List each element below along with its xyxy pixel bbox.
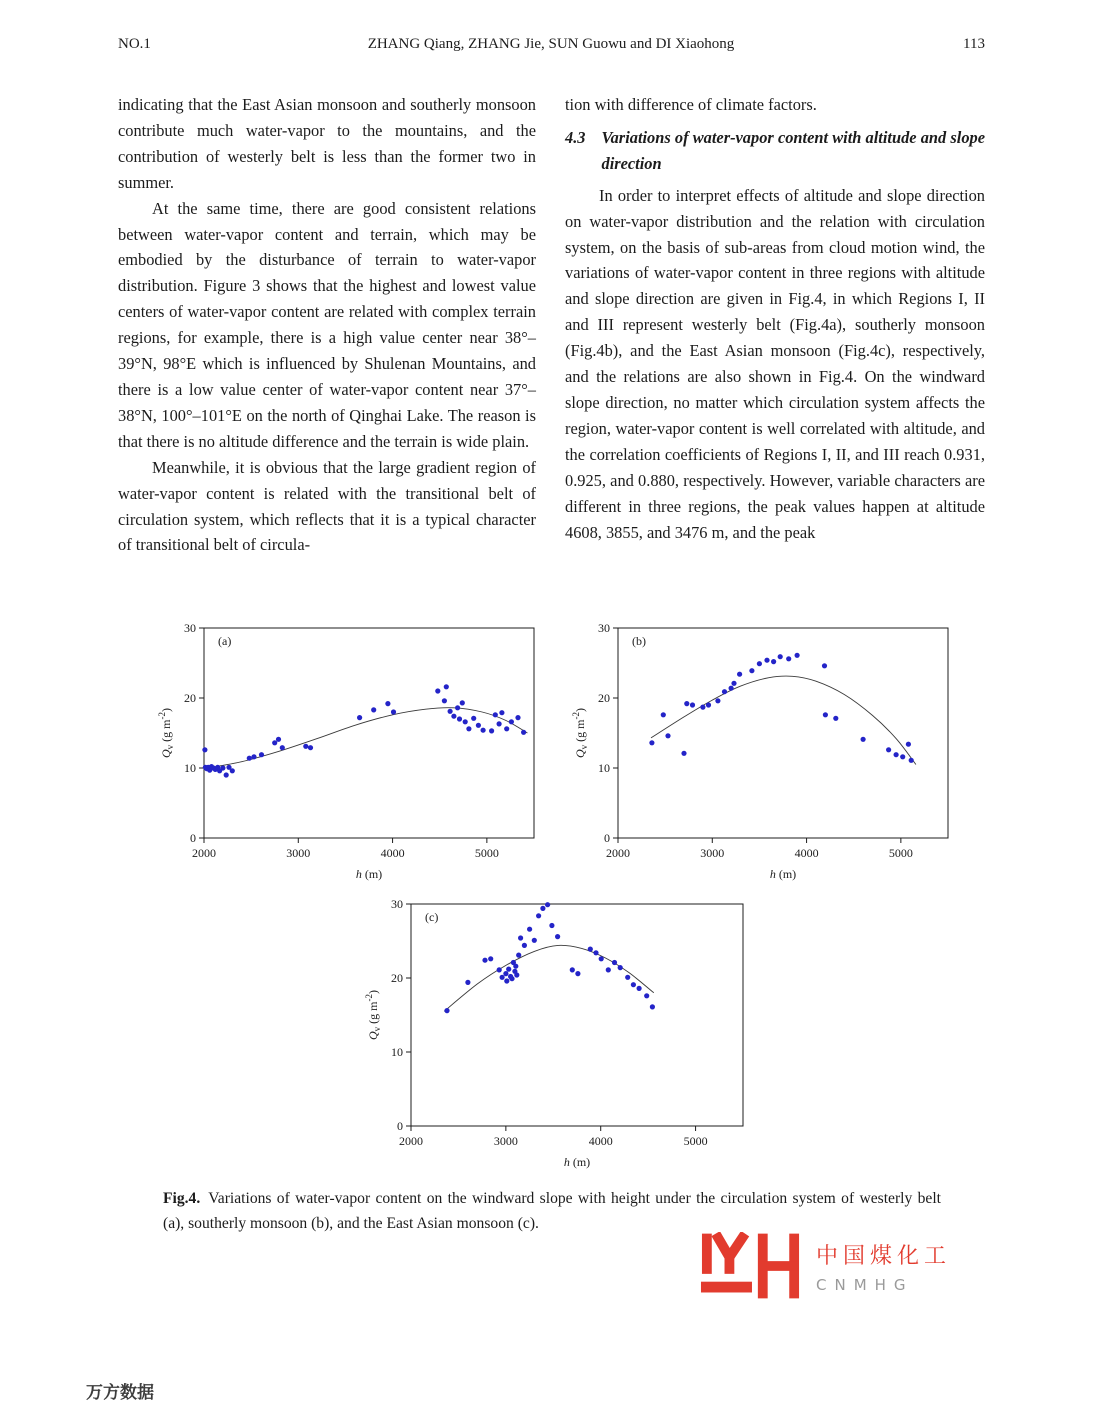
svg-text:30: 30 (184, 621, 196, 635)
header-issue: NO.1 (118, 36, 151, 52)
svg-text:0: 0 (397, 1119, 403, 1133)
logo-chinese-text: 中国煤化工 (816, 1243, 952, 1269)
chart-southerly-monsoon (570, 618, 960, 886)
svg-text:h (m): h (m) (563, 1155, 591, 1169)
svg-text:2000: 2000 (606, 846, 630, 860)
watermark-wanfang: 万方数据 (86, 1383, 154, 1403)
paragraph: In order to interpret effects of altitude and slope direction on water-vapor distribution and the relation with circulation system, on the basis of sub-areas from cloud motion wind, the variations of water-vapor content in three regions with altitude and slope direction are given in Fig.4, in which Regions I, II and III represent westerly belt (Fig.4a), southerly monsoon (Fig.4b), and the East Asian monsoon (Fig.4c), respectively, and the relations are also shown in Fig.4. On the windward slope direction, no matter which circulation system affects the region, water-vapor content is well correlated with altitude, and the correlation coefficients of Regions I, II, and III reach 0.931, 0.925, and 0.880, respectively. However, variable characters are different in three regions, the peak values happen at altitude 4608, 3855, and 3476 m, and the peak (565, 185, 985, 542)
svg-text:3000: 3000 (700, 846, 725, 860)
section-heading (565, 125, 985, 177)
logo-latin-text: CNMHG (816, 1275, 914, 1294)
right-column (565, 92, 985, 545)
svg-text:3000: 3000 (493, 1134, 518, 1148)
left-column (118, 92, 536, 558)
svg-text:20: 20 (391, 971, 403, 985)
svg-text:(b): (b) (632, 634, 646, 648)
svg-text:30: 30 (598, 621, 610, 635)
svg-text:3000: 3000 (286, 846, 311, 860)
figure-label: Fig.4. (163, 1190, 201, 1207)
svg-text:Qv (g m-2): $Q_v$ (g $m^{-2}$) (157, 707, 175, 759)
svg-text:5000: 5000 (888, 846, 913, 860)
figure-caption (163, 1186, 941, 1236)
svg-text:Qv (g m-2): $Q_v$ (g $m^{-2}$) (364, 989, 382, 1041)
svg-text:2000: 2000 (192, 846, 216, 860)
paragraph: tion with difference of climate factors. (565, 95, 817, 114)
svg-text:4000: 4000 (588, 1134, 613, 1148)
svg-text:4000: 4000 (794, 846, 819, 860)
chart-westerly-belt (156, 618, 546, 886)
svg-text:(c): (c) (425, 910, 439, 924)
svg-text:2000: 2000 (399, 1134, 423, 1148)
publisher-logo (700, 1232, 951, 1300)
chart-east-asian-monsoon (363, 894, 755, 1174)
svg-text:10: 10 (391, 1045, 403, 1059)
svg-text:20: 20 (598, 691, 610, 705)
header-authors: ZHANG Qiang, ZHANG Jie, SUN Guowu and DI Xiaohong (367, 36, 735, 52)
svg-text:4000: 4000 (380, 846, 405, 860)
svg-text:(a): (a) (218, 634, 232, 648)
svg-text:5000: 5000 (683, 1134, 708, 1148)
publisher-logo-text (816, 1239, 951, 1294)
paragraph: indicating that the East Asian monsoon and southerly monsoon contribute much water-vapor to the mountains, and the contribution of westerly belt is less than the former two in summer. (118, 95, 536, 192)
publisher-logo-icon (700, 1232, 802, 1300)
svg-text:h (m): h (m) (769, 867, 797, 881)
paragraph: At the same time, there are good consistent relations between water-vapor content and terrain, which may be embodied by the disturbance of terrain to water-vapor distribution. Figure 3 shows that the highest and lowest value centers of water-vapor content are related with complex terrain regions, for example, there is a high value center near 38°–39°N, 98°E which is influenced by Shulenan Mountains, and there is a low value center of water-vapor content near 37°–38°N, 100°–101°E on the north of Qinghai Lake. The reason is that there is no altitude difference and the terrain is wide plain. (118, 198, 536, 451)
svg-text:0: 0 (604, 831, 610, 845)
svg-text:30: 30 (391, 897, 403, 911)
svg-text:Qv (g m-2): $Q_v$ (g $m^{-2}$) (571, 707, 589, 759)
section-number: 4.3 (565, 127, 586, 147)
svg-text:5000: 5000 (474, 846, 499, 860)
header-page-number: 113 (963, 36, 985, 52)
svg-text:0: 0 (190, 831, 196, 845)
figure-caption-text: Variations of water-vapor content on the windward slope with height under the circulation system of westerly belt (a), southerly monsoon (b), and the East Asian monsoon (c). (163, 1190, 941, 1232)
svg-text:h (m): h (m) (355, 867, 383, 881)
paragraph: Meanwhile, it is obvious that the large gradient region of water-vapor content is related with the transitional belt of circulation system, which reflects that it is a typical character of transitional belt of circula- (118, 457, 536, 555)
section-title: Variations of water-vapor content with altitude and slope direction (601, 127, 985, 173)
svg-text:10: 10 (598, 761, 610, 775)
svg-text:20: 20 (184, 691, 196, 705)
svg-text:10: 10 (184, 761, 196, 775)
